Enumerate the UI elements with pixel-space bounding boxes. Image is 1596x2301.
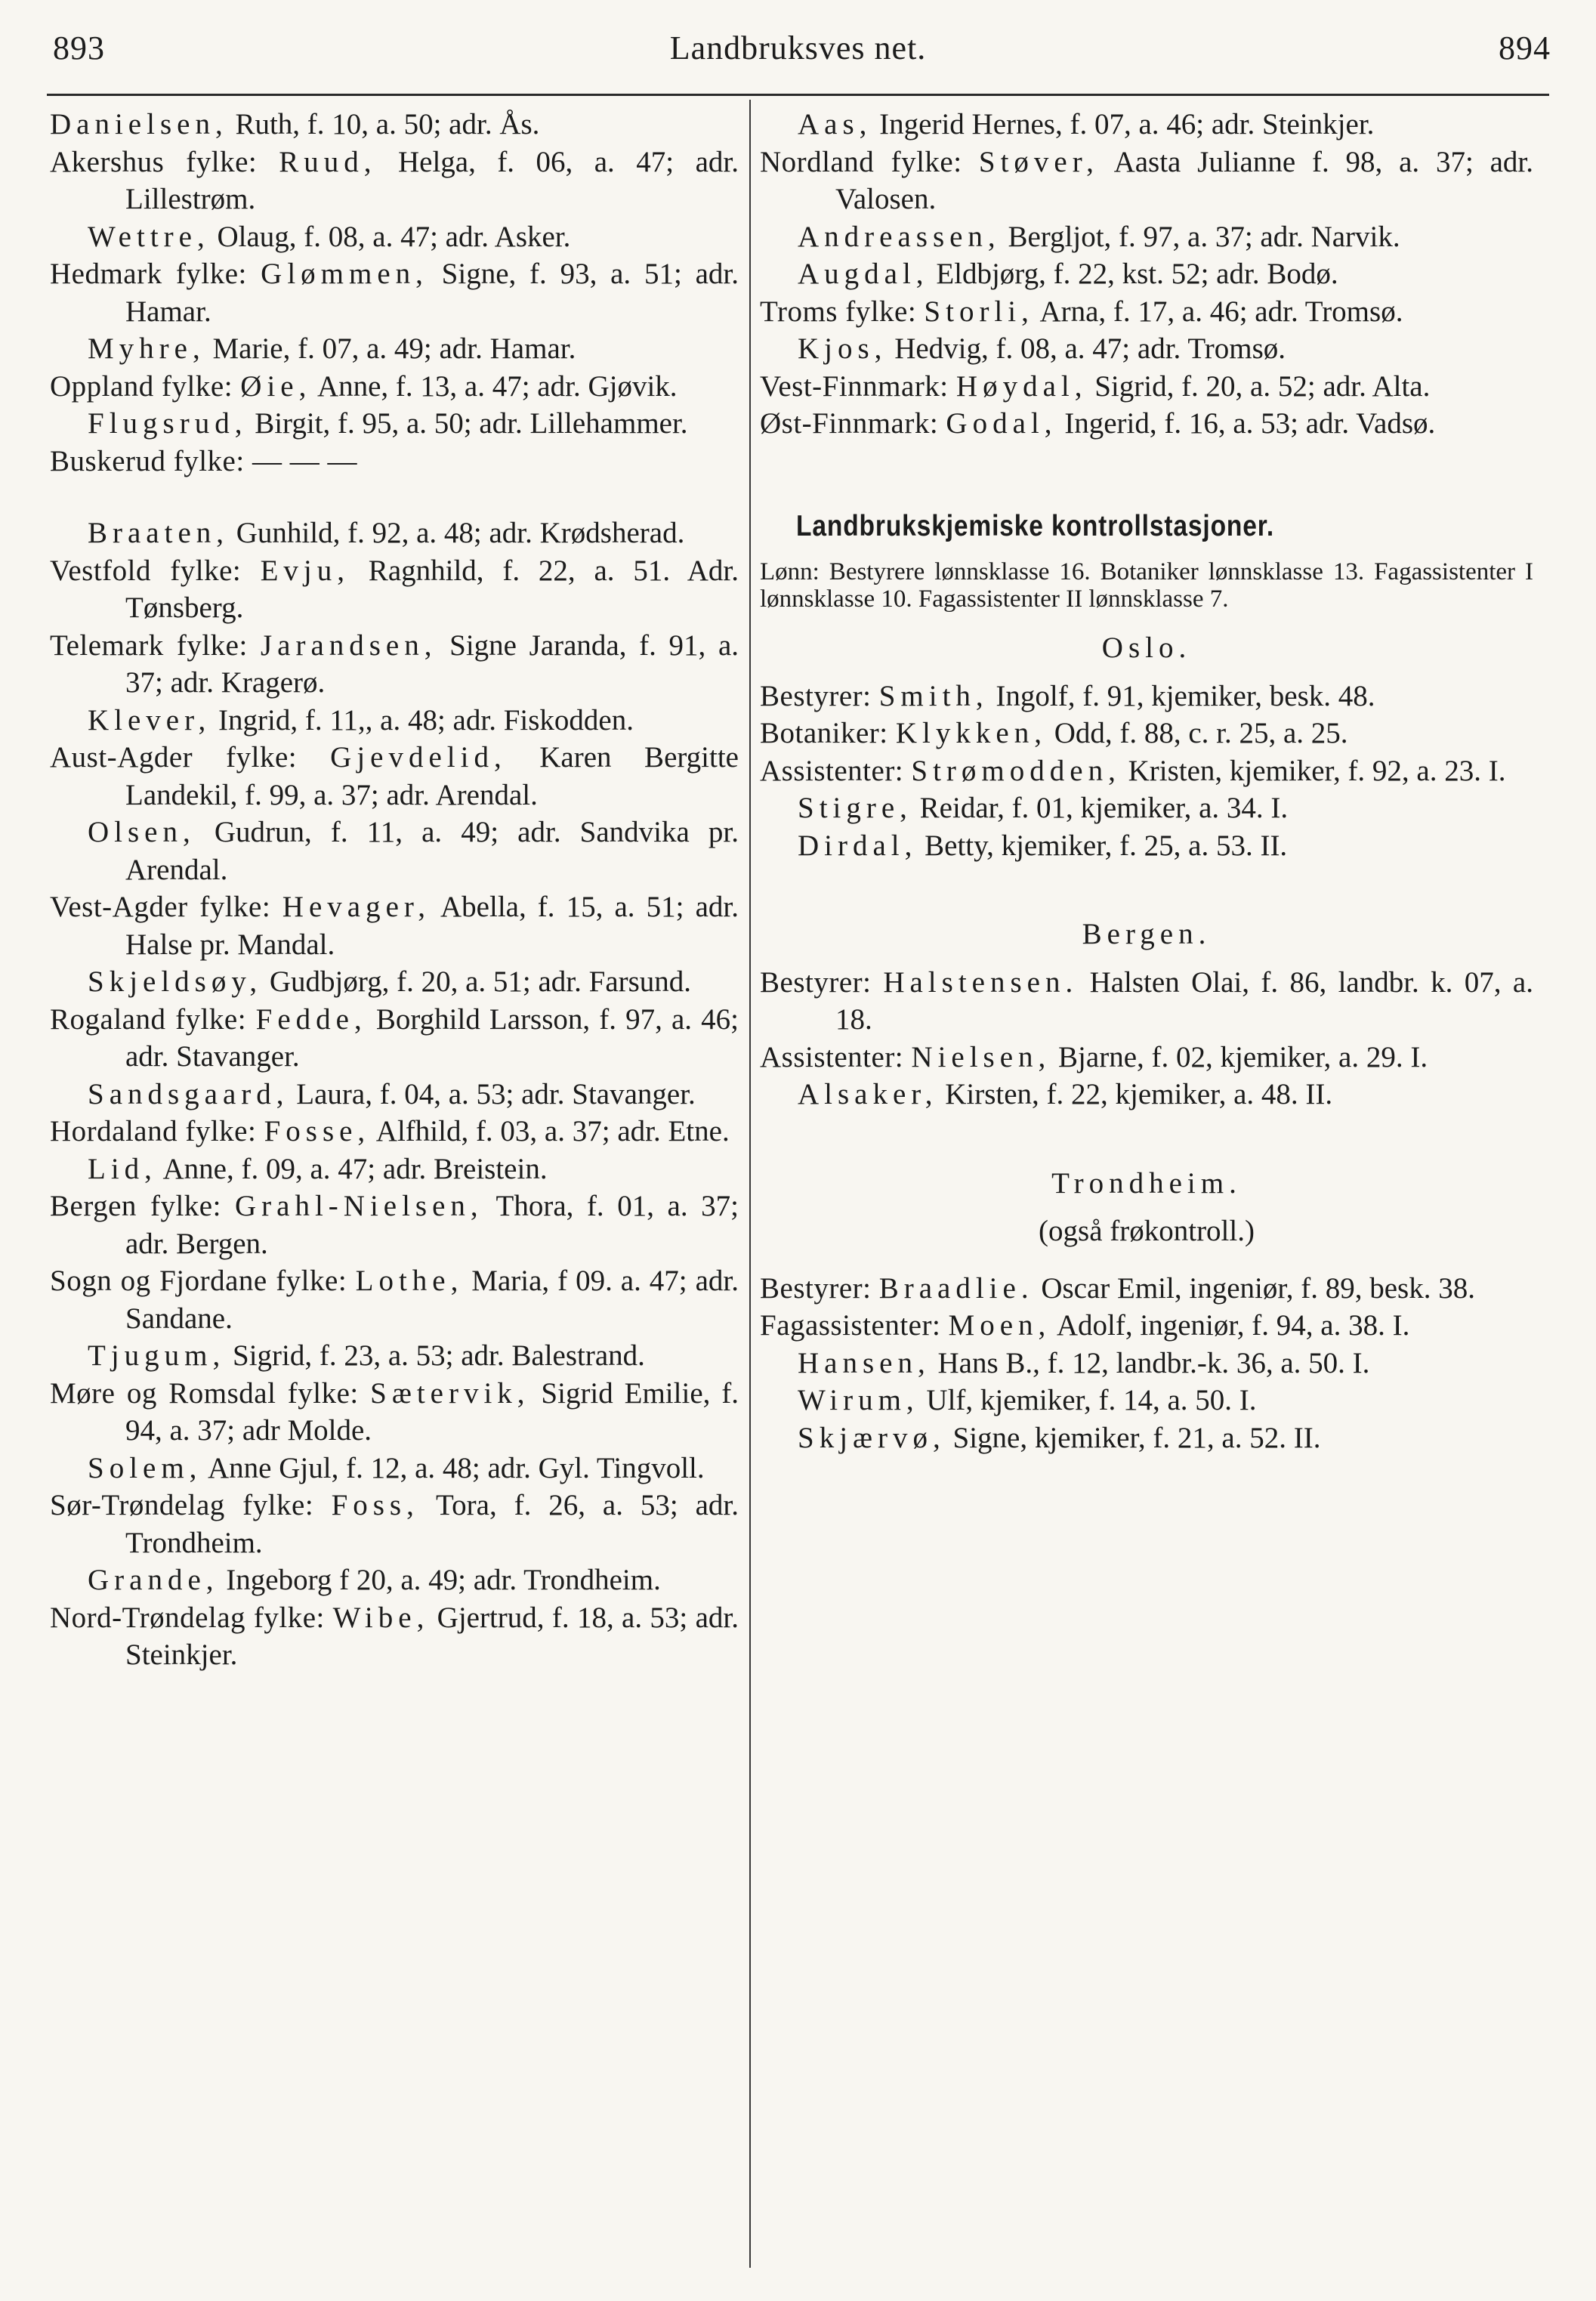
- left-column: [50, 106, 739, 1674]
- entry-details: Hans B., f. 12, landbr.-k. 36, a. 50. I.: [930, 1346, 1370, 1379]
- entry-details: Birgit, f. 95, a. 50; adr. Lillehammer.: [247, 407, 688, 440]
- directory-entry: [50, 330, 739, 368]
- directory-entry: [760, 964, 1533, 1039]
- entry-label: Vest-Agder fylke:: [50, 891, 282, 923]
- directory-entry: [50, 1375, 739, 1450]
- directory-entry: [50, 443, 739, 480]
- entry-label: Bestyrer:: [760, 1271, 879, 1305]
- entry-details: Sigrid, f. 20, a. 52; adr. Alta.: [1087, 369, 1431, 403]
- directory-entry: [50, 368, 739, 406]
- entry-label: Buskerud fylke: — — —: [50, 444, 357, 477]
- entry-label: Assistenter:: [760, 1040, 912, 1073]
- entry-details: Tora, f. 26, a. 53; adr. Trondheim.: [125, 1489, 739, 1559]
- directory-entry: [760, 1345, 1533, 1382]
- directory-entry: [760, 752, 1533, 790]
- entry-details: Gjertrud, f. 18, a. 53; adr. Steinkjer.: [125, 1601, 739, 1671]
- entry-surname: Fedde,: [255, 1002, 367, 1036]
- directory-entry: [760, 1039, 1533, 1076]
- entry-details: Ingeborg f 20, a. 49; adr. Trondheim.: [218, 1564, 661, 1596]
- entry-surname: Fosse,: [264, 1115, 371, 1147]
- directory-entry: [760, 106, 1533, 144]
- directory-entry: [760, 330, 1533, 368]
- directory-entry: [760, 715, 1533, 752]
- entry-details: Bergljot, f. 97, a. 37; adr. Narvik.: [1000, 220, 1400, 253]
- oslo-heading: Oslo.: [1101, 632, 1192, 664]
- entry-details: Ragnhild, f. 22, a. 51. Adr. Tønsberg.: [125, 554, 739, 624]
- entry-label: Bergen fylke:: [50, 1190, 235, 1222]
- entry-details: Kirsten, f. 22, kjemiker, a. 48. II.: [937, 1078, 1333, 1110]
- directory-entry: [50, 963, 739, 1001]
- entry-details: Eldbjørg, f. 22, kst. 52; adr. Bodø.: [928, 258, 1338, 290]
- running-title: Landbruksves net.: [669, 29, 927, 66]
- directory-entry: [760, 827, 1533, 865]
- directory-entry: [50, 627, 739, 702]
- entry-label: Hordaland fylke:: [50, 1115, 264, 1147]
- entry-details: Signe, f. 93, a. 51; adr. Hamar.: [125, 258, 739, 328]
- entry-surname: Grande,: [88, 1564, 219, 1596]
- entry-label: Nordland fylke:: [760, 145, 979, 178]
- entry-surname: Klykken,: [895, 717, 1047, 749]
- entry-surname: Sandsgaard,: [88, 1077, 289, 1110]
- entry-details: Anne, f. 09, a. 47; adr. Breistein.: [156, 1152, 548, 1185]
- entry-details: Signe, kjemiker, f. 21, a. 52. II.: [945, 1421, 1321, 1454]
- entry-surname: Lid,: [88, 1152, 157, 1185]
- entry-details: Anne Gjul, f. 12, a. 48; adr. Gyl. Tingvoll.: [202, 1451, 705, 1484]
- bergen-heading: Bergen.: [1082, 918, 1212, 950]
- entry-surname: Foss,: [331, 1489, 419, 1521]
- right-column: [760, 106, 1533, 1456]
- directory-entry: [760, 1270, 1533, 1308]
- directory-entry: [50, 1113, 739, 1150]
- entry-label: Hedmark fylke:: [50, 258, 261, 290]
- entry-label: Bestyrer:: [760, 679, 879, 712]
- entry-surname: Hansen,: [798, 1346, 931, 1379]
- entry-surname: Storli,: [924, 295, 1034, 328]
- directory-entry: [50, 1001, 739, 1076]
- entry-details: Odd, f. 88, c. r. 25, a. 25.: [1046, 717, 1348, 749]
- entry-surname: Solem,: [88, 1451, 202, 1484]
- entry-surname: Aas,: [798, 108, 872, 141]
- directory-entry: [50, 552, 739, 627]
- entry-details: Maria, f 09. a. 47; adr. Sandane.: [125, 1265, 739, 1335]
- entry-surname: Halstensen.: [883, 965, 1079, 999]
- section-title: Landbrukskjemiske kontrollstasjoner.: [796, 509, 1275, 542]
- entry-surname: Andreassen,: [798, 220, 1001, 253]
- header-rule: [47, 94, 1549, 96]
- entry-details: Helga, f. 06, a. 47; adr. Lillestrøm.: [125, 145, 739, 215]
- column-divider: [749, 100, 751, 2268]
- entry-surname: Olsen,: [88, 816, 196, 848]
- directory-entry: [50, 1487, 739, 1561]
- entry-surname: Tjugum,: [88, 1339, 226, 1372]
- entry-surname: Smith,: [878, 679, 989, 712]
- entry-surname: Myhre,: [88, 332, 205, 365]
- entry-surname: Sætervik,: [370, 1376, 530, 1410]
- page-number-right: 894: [1499, 29, 1551, 66]
- entry-details: Reidar, f. 01, kjemiker, a. 34. I.: [912, 792, 1289, 824]
- entry-surname: Høydal,: [955, 369, 1088, 403]
- directory-entry: [50, 1599, 739, 1674]
- trondheim-heading: Trondheim.: [1051, 1166, 1242, 1200]
- entry-details: Ingerid Hernes, f. 07, a. 46; adr. Steinkjer.: [872, 108, 1375, 141]
- entry-surname: Wettre,: [88, 220, 210, 253]
- entry-label: Rogaland fylke:: [50, 1002, 256, 1036]
- entry-label: Telemark fylke:: [50, 629, 261, 662]
- entry-details: Arna, f. 17, a. 46; adr. Tromsø.: [1033, 295, 1403, 328]
- directory-entry: [50, 405, 739, 443]
- entry-details: Alfhild, f. 03, a. 37; adr. Etne.: [370, 1115, 730, 1147]
- directory-entry: [50, 255, 739, 330]
- entry-details: Sigrid Emilie, f. 94, a. 37; adr Molde.: [125, 1376, 739, 1447]
- blank-line: [50, 480, 739, 514]
- entry-label: Botaniker:: [760, 717, 896, 749]
- directory-entry: [760, 144, 1533, 218]
- entry-details: Gudrun, f. 11, a. 49; adr. Sandvika pr. Arendal.: [125, 816, 739, 886]
- directory-entry: [50, 106, 739, 144]
- entry-surname: Støver,: [978, 145, 1099, 178]
- directory-entry: [760, 678, 1533, 715]
- entry-label: Akershus fylke:: [50, 145, 279, 178]
- directory-entry: [50, 1262, 739, 1337]
- directory-entry: [760, 293, 1533, 331]
- directory-entry: [760, 405, 1533, 443]
- directory-entry: [50, 144, 739, 218]
- entry-details: Thora, f. 01, a. 37; adr. Bergen.: [125, 1190, 739, 1260]
- oslo-staff-list: [760, 678, 1533, 865]
- entry-label: Troms fylke:: [760, 295, 925, 328]
- entry-surname: Wibe,: [332, 1601, 430, 1634]
- entry-details: Bjarne, f. 02, kjemiker, a. 29. I.: [1051, 1040, 1428, 1073]
- entry-details: Marie, f. 07, a. 49; adr. Hamar.: [205, 332, 576, 365]
- directory-entry: [50, 702, 739, 740]
- entry-surname: Øie,: [240, 369, 312, 403]
- entry-surname: Skjeldsøy,: [88, 965, 263, 998]
- entry-details: Gunhild, f. 92, a. 48; adr. Krødsherad.: [229, 517, 685, 549]
- entry-surname: Godal,: [946, 407, 1057, 440]
- entry-details: Halsten Olai, f. 86, landbr. k. 07, a. 18.: [835, 965, 1533, 1036]
- entry-details: Aasta Julianne f. 98, a. 37; adr. Valosen.: [835, 145, 1533, 215]
- wage-note: Lønn: Bestyrere lønnsklasse 16. Botaniker lønnsklasse 13. Fagassistenter I lønnsklasse 10. Fagassistenter II lønnsklasse 7.: [760, 558, 1533, 613]
- directory-entry: [50, 1188, 739, 1262]
- entry-label: Vest-Finnmark:: [760, 369, 956, 403]
- entry-details: Borghild Larsson, f. 97, a. 46; adr. Stavanger.: [125, 1002, 739, 1073]
- directory-entry: [50, 1561, 739, 1599]
- entry-label: Fagassistenter:: [760, 1309, 949, 1342]
- entry-details: Signe Jaranda, f. 91, a. 37; adr. Kragerø.: [125, 629, 739, 699]
- directory-entry: [50, 814, 739, 888]
- entry-surname: Alsaker,: [798, 1078, 938, 1110]
- entry-details: Kristen, kjemiker, f. 92, a. 23. I.: [1120, 754, 1506, 787]
- entry-label: Assistenter:: [760, 754, 912, 787]
- directory-entry: [50, 1337, 739, 1375]
- entry-details: Gudbjørg, f. 20, a. 51; adr. Farsund.: [262, 965, 692, 998]
- directory-entry: [50, 1450, 739, 1487]
- entry-details: Abella, f. 15, a. 51; adr. Halse pr. Mandal.: [125, 891, 739, 961]
- directory-entry: [50, 1076, 739, 1113]
- entry-surname: Jarandsen,: [260, 629, 437, 662]
- entry-label: Oppland fylke:: [50, 369, 241, 403]
- directory-entry: [760, 1382, 1533, 1419]
- entry-surname: Gjevdelid,: [330, 741, 507, 774]
- entry-surname: Glømmen,: [261, 258, 428, 290]
- entry-surname: Hevager,: [282, 891, 431, 923]
- entry-details: Oscar Emil, ingeniør, f. 89, besk. 38.: [1033, 1271, 1475, 1305]
- entry-surname: Moen,: [948, 1309, 1051, 1342]
- entry-details: Ingrid, f. 11,, a. 48; adr. Fiskodden.: [211, 703, 634, 737]
- entry-details: Anne, f. 13, a. 47; adr. Gjøvik.: [311, 369, 678, 403]
- entry-surname: Augdal,: [798, 258, 929, 290]
- county-list-continued: [760, 106, 1533, 443]
- entry-details: Sigrid, f. 23, a. 53; adr. Balestrand.: [225, 1339, 645, 1372]
- entry-surname: Nielsen,: [911, 1040, 1051, 1073]
- directory-entry: [760, 789, 1533, 827]
- directory-entry: [760, 1076, 1533, 1113]
- entry-details: Ingolf, f. 91, kjemiker, besk. 48.: [988, 679, 1375, 712]
- directory-entry: [50, 739, 739, 814]
- entry-label: Øst-Finnmark:: [760, 407, 946, 440]
- directory-entry: [50, 888, 739, 963]
- directory-entry: [760, 1419, 1533, 1457]
- entry-details: Ulf, kjemiker, f. 14, a. 50. I.: [918, 1384, 1257, 1416]
- directory-entry: [760, 218, 1533, 256]
- entry-surname: Kjos,: [798, 332, 888, 365]
- directory-entry: [50, 514, 739, 552]
- entry-surname: Danielsen,: [50, 108, 228, 141]
- entry-label: Sør-Trøndelag fylke:: [50, 1489, 332, 1521]
- entry-details: Laura, f. 04, a. 53; adr. Stavanger.: [289, 1077, 696, 1110]
- entry-surname: Grahl-Nielsen,: [235, 1190, 483, 1222]
- trondheim-subheading: (også frøkontroll.): [1039, 1215, 1255, 1247]
- trondheim-staff-list: [760, 1270, 1533, 1457]
- directory-entry: [50, 218, 739, 256]
- directory-entry: [760, 255, 1533, 293]
- entry-details: Hedvig, f. 08, a. 47; adr. Tromsø.: [887, 332, 1286, 365]
- entry-surname: Lothe,: [355, 1265, 464, 1297]
- bergen-staff-list: [760, 964, 1533, 1113]
- page-header: [0, 0, 1596, 91]
- entry-details: Ruth, f. 10, a. 50; adr. Ås.: [227, 108, 540, 141]
- entry-details: Karen Bergitte Landekil, f. 99, a. 37; adr. Arendal.: [125, 741, 739, 811]
- entry-details: Betty, kjemiker, f. 25, a. 53. II.: [917, 829, 1288, 862]
- directory-entry: [50, 1150, 739, 1188]
- entry-details: Olaug, f. 08, a. 47; adr. Asker.: [209, 220, 571, 253]
- entry-surname: Evju,: [260, 554, 350, 587]
- entry-label: Nord-Trøndelag fylke:: [50, 1601, 333, 1634]
- entry-surname: Wirum,: [798, 1384, 919, 1416]
- entry-surname: Strømodden,: [911, 754, 1121, 787]
- entry-details: Ingerid, f. 16, a. 53; adr. Vadsø.: [1057, 407, 1436, 440]
- entry-surname: Klever,: [88, 703, 211, 737]
- entry-surname: Skjærvø,: [798, 1421, 946, 1454]
- entry-surname: Flugsrud,: [88, 407, 248, 440]
- entry-surname: Dirdal,: [798, 829, 918, 862]
- entry-label: Møre og Romsdal fylke:: [50, 1376, 371, 1410]
- entry-label: Vestfold fylke:: [50, 554, 261, 587]
- entry-surname: Stigre,: [798, 792, 912, 824]
- entry-surname: Braaten,: [88, 517, 230, 549]
- entry-surname: Ruud,: [279, 145, 377, 178]
- entry-label: Bestyrer:: [760, 965, 884, 999]
- entry-label: Aust-Agder fylke:: [50, 741, 331, 774]
- directory-entry: [760, 368, 1533, 406]
- entry-label: Sogn og Fjordane fylke:: [50, 1265, 356, 1297]
- entry-details: Adolf, ingeniør, f. 94, a. 38. I.: [1051, 1309, 1410, 1342]
- directory-entry: [760, 1307, 1533, 1345]
- entry-surname: Braadlie.: [878, 1271, 1034, 1305]
- page-number-left: 893: [53, 29, 105, 66]
